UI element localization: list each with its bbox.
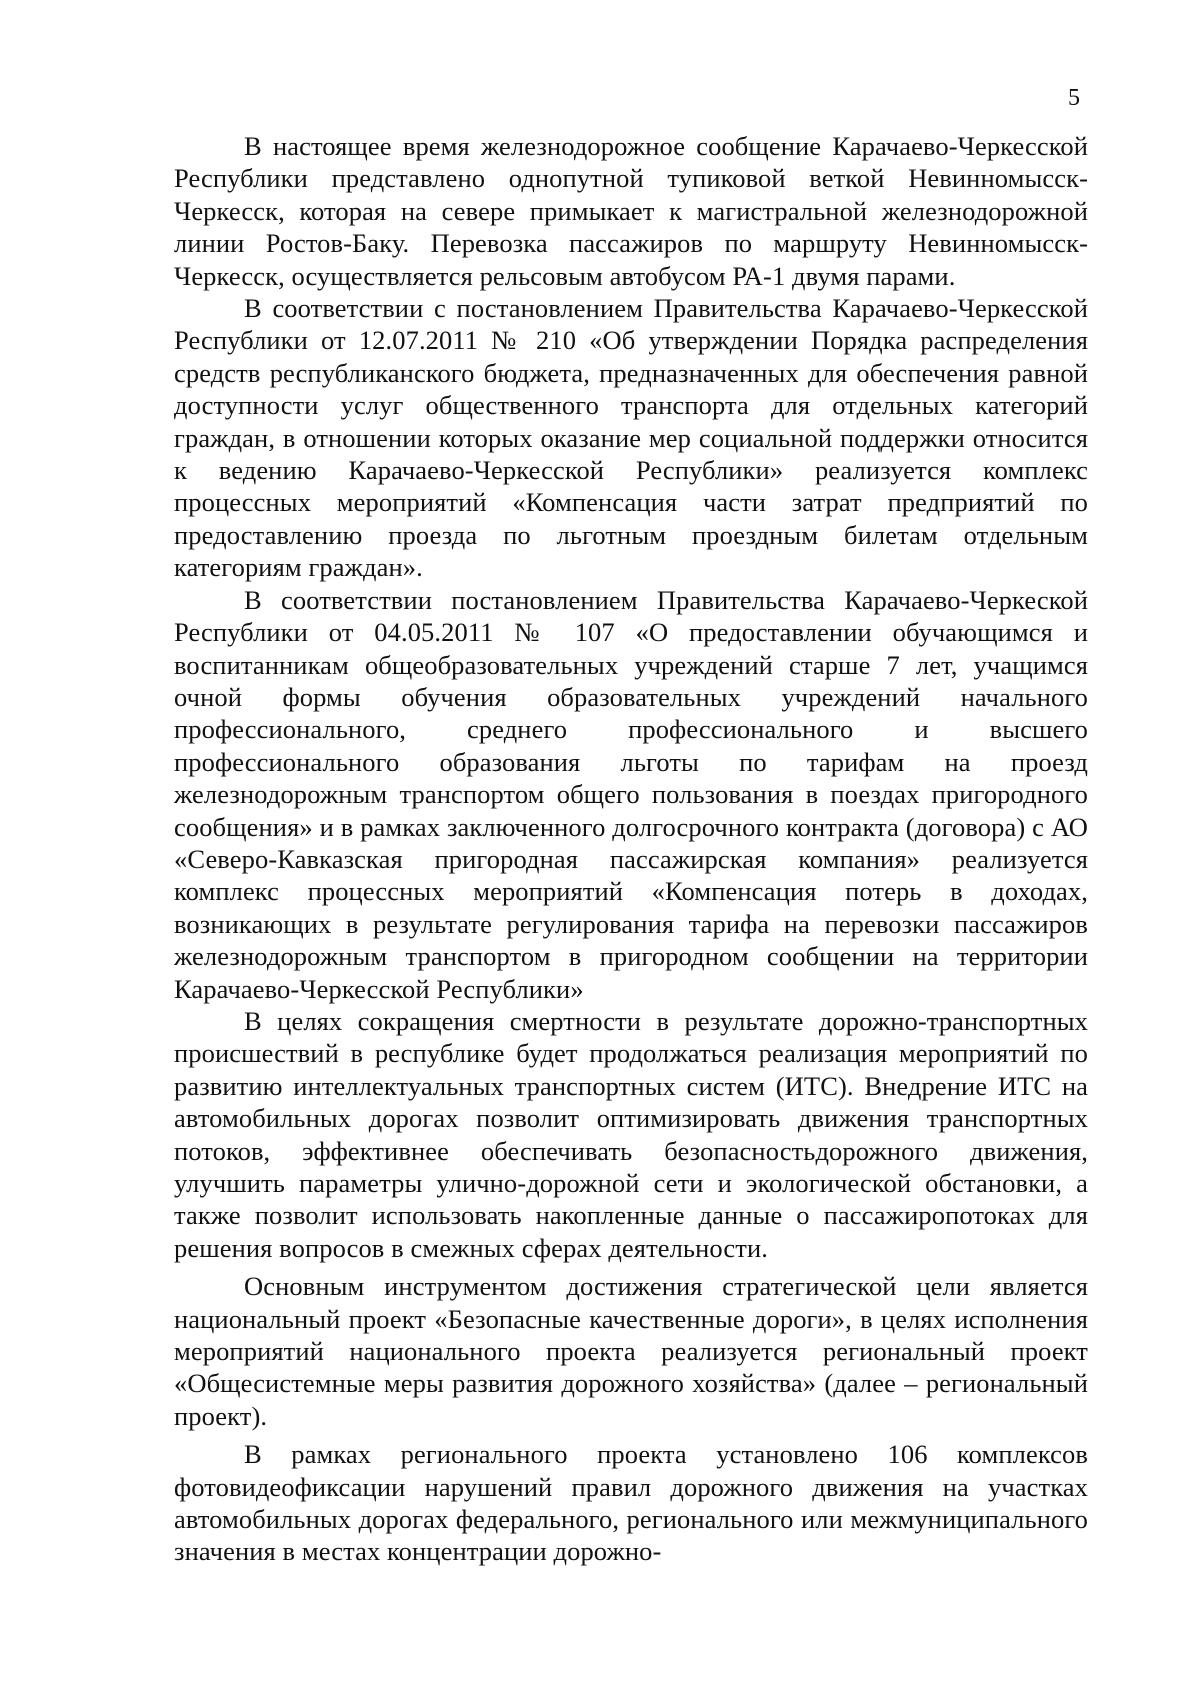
paragraph-its: В целях сокращения смертности в результате дорожно-транспортных происшествий в республике будет продолжаться реализация мероприятий по развитию интеллектуальных транспортных систем (ИТС). Внедрение ИТС на автомобильных дорогах позволит оптимизировать движения транспортных потоков, эффективнее обеспечивать безопасностьдорожного движения, улучшить параметры улично-дорожной сети и экологической обстановки, а также позволит использовать накопленные данные о пассажиропотоках для решения вопросов в смежных сферах деятельности.: [174, 1005, 1088, 1263]
paragraph-national-project: Основным инструментом достижения стратегической цели является национальный проект «Безопасные качественные дороги», в целях исполнения мероприятий национального проекта реализуется региональный проект «Общесистемные меры развития дорожного хозяйства» (далее – региональный проект).: [174, 1271, 1088, 1431]
paragraph-transport-subsidy: В соответствии с постановлением Правительства Карачаево-Черкесской Республики от 12.07.2011 № 210 «Об утверждении Порядка распределения средств республиканского бюджета, предназначенных для обеспечения равной доступности услуг общественного транспорта для отдельных категорий граждан, в отношении которых оказание мер социальной поддержки относится к ведению Карачаево-Черкесской Республики» реализуется комплекс процессных мероприятий «Компенсация части затрат предприятий по предоставлению проезда по льготным проездным билетам отдельным категориям граждан».: [174, 293, 1088, 583]
document-body: [174, 130, 1088, 1568]
page-number: 5: [1068, 85, 1080, 111]
paragraph-railway: В настоящее время железнодорожное сообщение Карачаево-Черкесской Республики представлено однопутной тупиковой веткой Невинномысск-Черкесск, которая на севере примыкает к магистральной железнодорожной линии Ростов-Баку. Перевозка пассажиров по маршруту Невинномысск-Черкесск, осуществляется рельсовым автобусом РА-1 двумя парами.: [174, 131, 1088, 291]
paragraph-photo-fixation: В рамках регионального проекта установлено 106 комплексов фотовидеофиксации нарушений правил дорожного движения на участках автомобильных дорогах федерального, регионального или межмуниципального значения в местах концентрации дорожно-: [174, 1439, 1088, 1567]
paragraph-student-benefits: В соответствии постановлением Правительства Карачаево-Черкеской Республики от 04.05.2011 № 107 «О предоставлении обучающимся и воспитанникам общеобразовательных учреждений старше 7 лет, учащимся очной формы обучения образовательных учреждений начального профессионального, среднего профессионального и высшего профессионального образования льготы по тарифам на проезд железнодорожным транспортом общего пользования в поездах пригородного сообщения» и в рамках заключенного долгосрочного контракта (договора) с АО «Северо-Кавказская пригородная пассажирская компания» реализуется комплекс процессных мероприятий «Компенсация потерь в доходах, возникающих в результате регулирования тарифа на перевозки пассажиров железнодорожным транспортом в пригородном сообщении на территории Карачаево-Черкесской Республики»: [174, 584, 1088, 1004]
